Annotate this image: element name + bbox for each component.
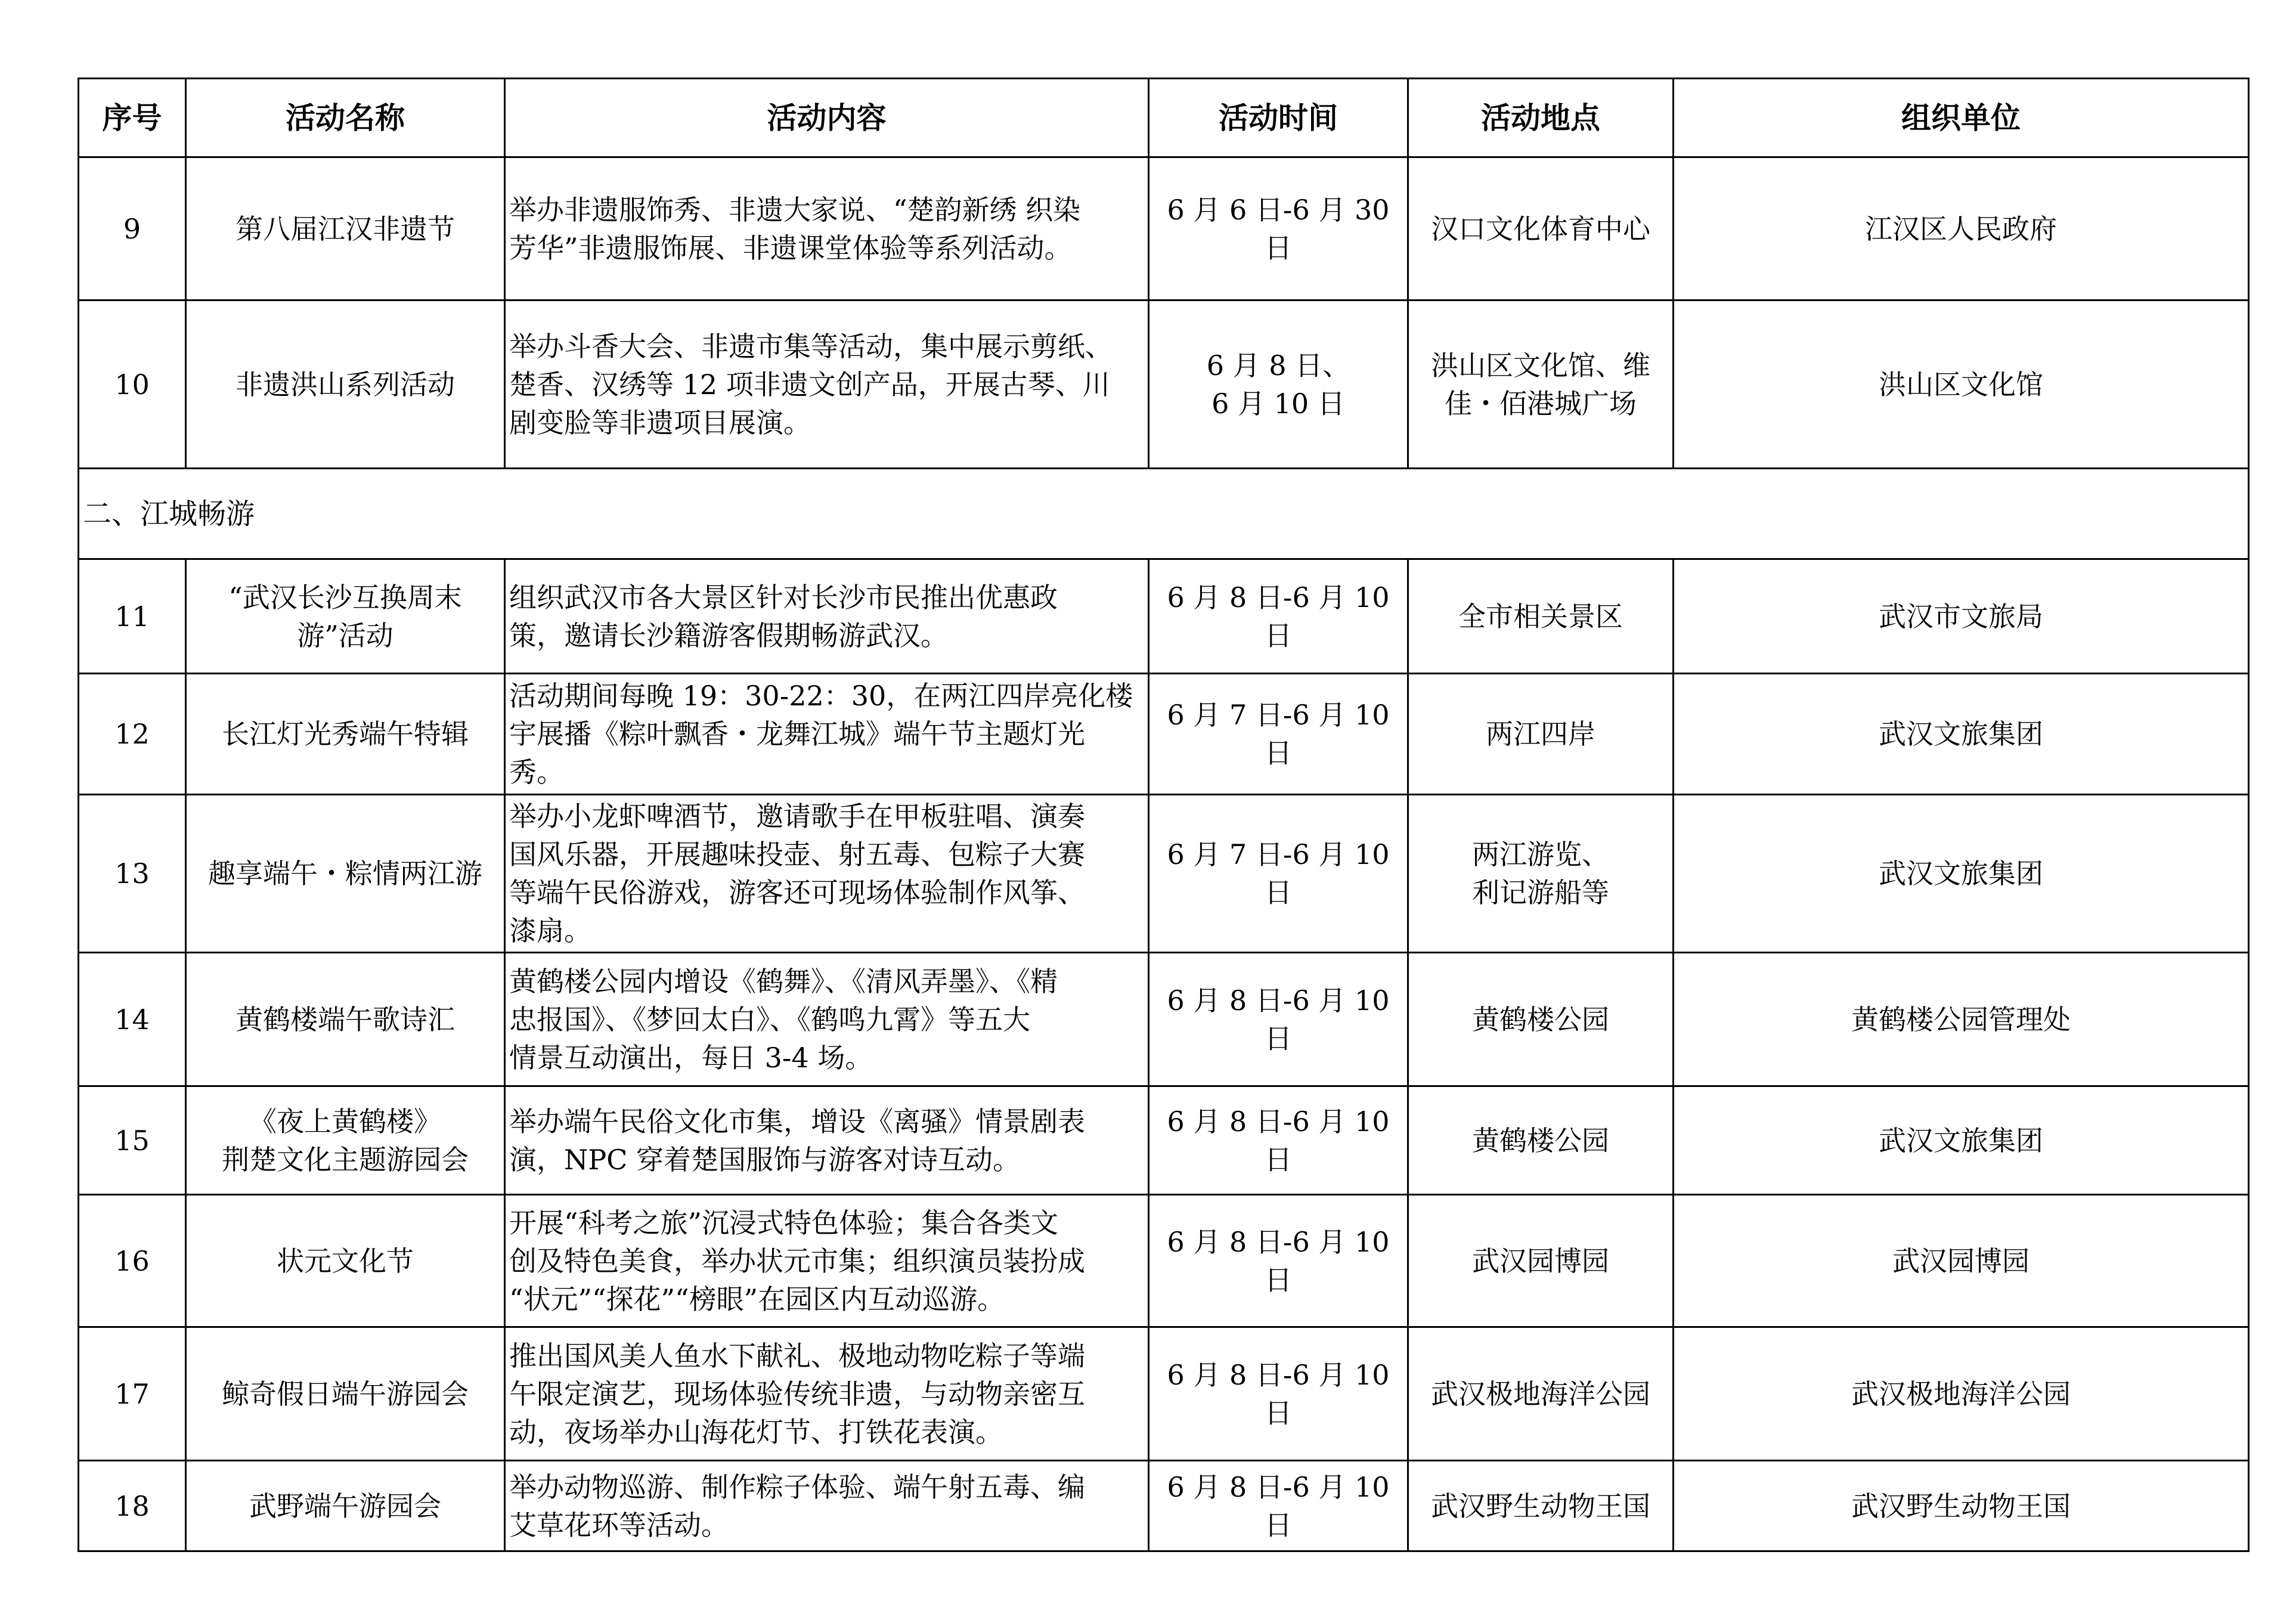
cell-location: 武汉园博园 [1408, 1195, 1674, 1327]
cell-time: 6 月 6 日-6 月 30 日 [1149, 157, 1408, 301]
header-seq: 序号 [79, 79, 186, 157]
cell-seq: 18 [79, 1461, 186, 1551]
cell-organizer: 武汉文旅集团 [1674, 795, 2249, 953]
cell-time: 6 月 8 日-6 月 10 日 [1149, 1461, 1408, 1551]
section-row [79, 469, 2249, 559]
header-row [79, 79, 2249, 157]
cell-location: 武汉极地海洋公园 [1408, 1327, 1674, 1461]
cell-content: 活动期间每晚 19：30-22：30，在两江四岸亮化楼 宇展播《粽叶飘香・龙舞江城》端午节主题灯光 秀。 [505, 674, 1149, 795]
cell-location: 武汉野生动物王国 [1408, 1461, 1674, 1551]
header-organizer: 组织单位 [1674, 79, 2249, 157]
header-time: 活动时间 [1149, 79, 1408, 157]
cell-organizer: 江汉区人民政府 [1674, 157, 2249, 301]
cell-name: 第八届江汉非遗节 [186, 157, 505, 301]
table-row [79, 1086, 2249, 1195]
cell-content: 举办动物巡游、制作粽子体验、端午射五毒、编 艾草花环等活动。 [505, 1461, 1149, 1551]
cell-location: 全市相关景区 [1408, 559, 1674, 674]
cell-organizer: 洪山区文化馆 [1674, 301, 2249, 469]
table-row [79, 1461, 2249, 1551]
cell-name: 状元文化节 [186, 1195, 505, 1327]
cell-organizer: 武汉野生动物王国 [1674, 1461, 2249, 1551]
cell-time: 6 月 7 日-6 月 10 日 [1149, 674, 1408, 795]
table-row [79, 1327, 2249, 1461]
cell-name: “武汉长沙互换周末 游”活动 [186, 559, 505, 674]
cell-seq: 10 [79, 301, 186, 469]
cell-name: 趣享端午・粽情两江游 [186, 795, 505, 953]
table-row [79, 795, 2249, 953]
cell-content: 举办小龙虾啤酒节，邀请歌手在甲板驻唱、演奏 国风乐器，开展趣味投壶、射五毒、包粽子大赛 等端午民俗游戏，游客还可现场体验制作风筝、 漆扇。 [505, 795, 1149, 953]
activity-table [78, 78, 2249, 1552]
cell-seq: 15 [79, 1086, 186, 1195]
cell-seq: 17 [79, 1327, 186, 1461]
section-title: 二、江城畅游 [79, 469, 2249, 559]
cell-seq: 9 [79, 157, 186, 301]
table-row [79, 301, 2249, 469]
cell-location: 两江游览、 利记游船等 [1408, 795, 1674, 953]
cell-name: 武野端午游园会 [186, 1461, 505, 1551]
cell-time: 6 月 8 日-6 月 10 日 [1149, 559, 1408, 674]
cell-seq: 11 [79, 559, 186, 674]
cell-name: 长江灯光秀端午特辑 [186, 674, 505, 795]
cell-seq: 14 [79, 953, 186, 1086]
cell-time: 6 月 8 日-6 月 10 日 [1149, 1195, 1408, 1327]
cell-seq: 13 [79, 795, 186, 953]
cell-content: 组织武汉市各大景区针对长沙市民推出优惠政 策，邀请长沙籍游客假期畅游武汉。 [505, 559, 1149, 674]
cell-location: 汉口文化体育中心 [1408, 157, 1674, 301]
cell-location: 黄鹤楼公园 [1408, 1086, 1674, 1195]
cell-time: 6 月 8 日-6 月 10 日 [1149, 1327, 1408, 1461]
table-row [79, 1195, 2249, 1327]
cell-content: 举办斗香大会、非遗市集等活动，集中展示剪纸、 楚香、汉绣等 12 项非遗文创产品，开展古琴、川 剧变脸等非遗项目展演。 [505, 301, 1149, 469]
table-row [79, 157, 2249, 301]
cell-name: 鲸奇假日端午游园会 [186, 1327, 505, 1461]
cell-time: 6 月 8 日-6 月 10 日 [1149, 953, 1408, 1086]
cell-organizer: 黄鹤楼公园管理处 [1674, 953, 2249, 1086]
cell-seq: 16 [79, 1195, 186, 1327]
cell-content: 推出国风美人鱼水下献礼、极地动物吃粽子等端 午限定演艺，现场体验传统非遗，与动物亲密互 动，夜场举办山海花灯节、打铁花表演。 [505, 1327, 1149, 1461]
cell-time: 6 月 8 日、 6 月 10 日 [1149, 301, 1408, 469]
cell-name: 非遗洪山系列活动 [186, 301, 505, 469]
cell-location: 洪山区文化馆、维 佳・佰港城广场 [1408, 301, 1674, 469]
cell-organizer: 武汉文旅集团 [1674, 1086, 2249, 1195]
cell-content: 黄鹤楼公园内增设《鹤舞》、《清风弄墨》、《精 忠报国》、《梦回太白》、《鹤鸣九霄》等五大 情景互动演出，每日 3-4 场。 [505, 953, 1149, 1086]
cell-name: 《夜上黄鹤楼》 荆楚文化主题游园会 [186, 1086, 505, 1195]
cell-location: 黄鹤楼公园 [1408, 953, 1674, 1086]
cell-organizer: 武汉文旅集团 [1674, 674, 2249, 795]
table-row [79, 953, 2249, 1086]
cell-organizer: 武汉市文旅局 [1674, 559, 2249, 674]
header-name: 活动名称 [186, 79, 505, 157]
cell-name: 黄鹤楼端午歌诗汇 [186, 953, 505, 1086]
cell-time: 6 月 8 日-6 月 10 日 [1149, 1086, 1408, 1195]
cell-seq: 12 [79, 674, 186, 795]
table-row [79, 674, 2249, 795]
cell-organizer: 武汉园博园 [1674, 1195, 2249, 1327]
cell-time: 6 月 7 日-6 月 10 日 [1149, 795, 1408, 953]
cell-content: 举办非遗服饰秀、非遗大家说、“楚韵新绣 织染 芳华”非遗服饰展、非遗课堂体验等系列活动。 [505, 157, 1149, 301]
header-location: 活动地点 [1408, 79, 1674, 157]
cell-location: 两江四岸 [1408, 674, 1674, 795]
table-row [79, 559, 2249, 674]
cell-content: 开展“科考之旅”沉浸式特色体验；集合各类文 创及特色美食，举办状元市集；组织演员装扮成 “状元”“探花”“榜眼”在园区内互动巡游。 [505, 1195, 1149, 1327]
cell-organizer: 武汉极地海洋公园 [1674, 1327, 2249, 1461]
header-content: 活动内容 [505, 79, 1149, 157]
cell-content: 举办端午民俗文化市集，增设《离骚》情景剧表 演，NPC 穿着楚国服饰与游客对诗互动。 [505, 1086, 1149, 1195]
